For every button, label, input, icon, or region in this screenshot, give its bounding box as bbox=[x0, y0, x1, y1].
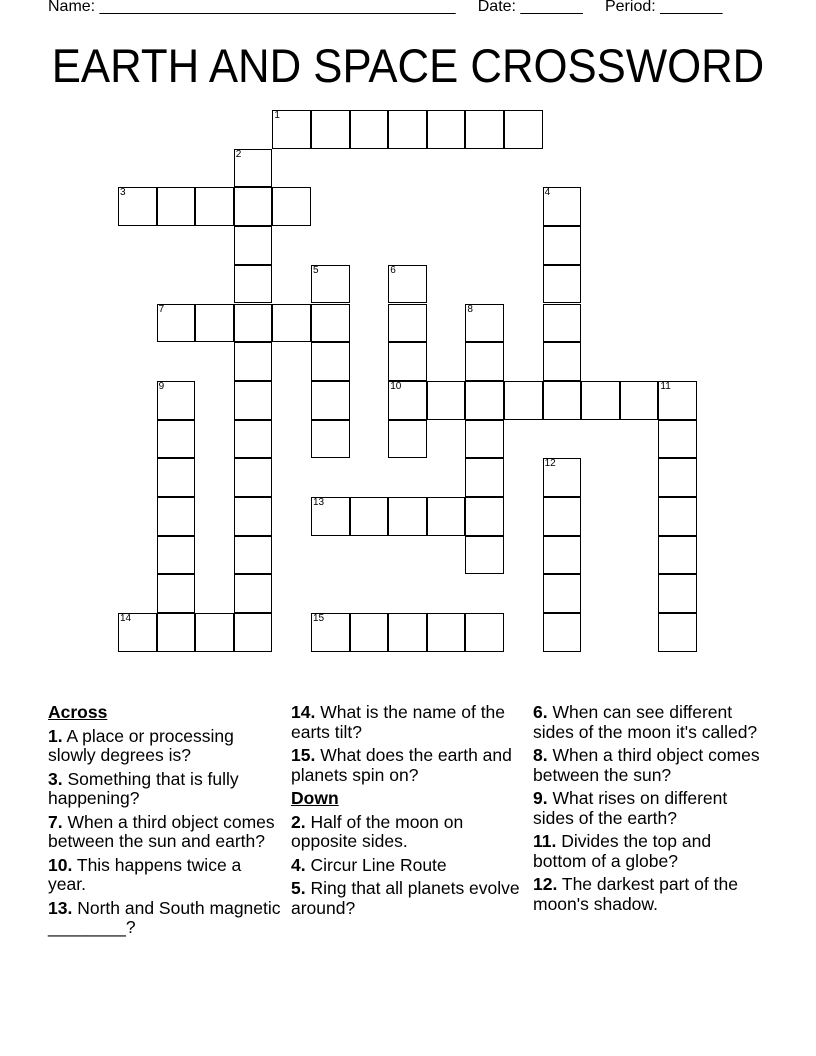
grid-cell[interactable] bbox=[658, 536, 697, 575]
clues-column-2 bbox=[291, 703, 527, 922]
grid-cell[interactable] bbox=[388, 420, 427, 459]
grid-cell[interactable] bbox=[388, 304, 427, 343]
clue-number: 3. bbox=[48, 768, 63, 789]
down-heading: Down bbox=[291, 788, 339, 808]
grid-cell[interactable] bbox=[543, 226, 582, 265]
date-field[interactable]: _______ bbox=[520, 0, 583, 15]
name-field[interactable]: ________________________________________ bbox=[99, 0, 456, 15]
grid-cell[interactable] bbox=[234, 187, 273, 226]
clue-number: 11. bbox=[533, 831, 557, 851]
cell-number: 15 bbox=[313, 613, 325, 625]
clue-text: Divides the top and bottom of a globe? bbox=[533, 831, 712, 871]
grid-cell[interactable] bbox=[272, 304, 311, 343]
grid-cell[interactable] bbox=[427, 381, 466, 420]
grid-cell[interactable] bbox=[157, 613, 196, 652]
clue-number: 10. bbox=[48, 854, 73, 875]
grid-cell[interactable] bbox=[543, 497, 582, 536]
grid-cell[interactable] bbox=[427, 110, 466, 149]
grid-cell[interactable] bbox=[388, 381, 427, 420]
grid-cell[interactable] bbox=[157, 458, 196, 497]
down-clue bbox=[533, 703, 769, 742]
grid-cell[interactable] bbox=[465, 613, 504, 652]
grid-cell[interactable] bbox=[311, 265, 350, 304]
grid-cell[interactable] bbox=[543, 536, 582, 575]
clue-text: This happens twice a year. bbox=[48, 854, 242, 894]
clue-number: 1. bbox=[48, 725, 63, 746]
grid-cell[interactable] bbox=[234, 226, 273, 265]
cell-number: 11 bbox=[660, 380, 671, 392]
cell-number: 10 bbox=[390, 380, 402, 392]
clue-text: Ring that all planets evolve around? bbox=[291, 878, 520, 918]
grid-cell[interactable] bbox=[234, 497, 273, 536]
grid-cell[interactable] bbox=[543, 304, 582, 343]
grid-cell[interactable] bbox=[311, 110, 350, 149]
grid-cell[interactable] bbox=[388, 497, 427, 536]
grid-cell[interactable] bbox=[388, 342, 427, 381]
grid-cell[interactable] bbox=[658, 458, 697, 497]
across-clue bbox=[291, 703, 527, 742]
period-field[interactable]: _______ bbox=[660, 0, 723, 15]
grid-cell[interactable] bbox=[543, 458, 582, 497]
grid-cell[interactable] bbox=[157, 187, 196, 226]
grid-cell[interactable] bbox=[234, 420, 273, 459]
clue-number: 15. bbox=[291, 745, 316, 765]
down-clue bbox=[533, 789, 769, 828]
grid-cell[interactable] bbox=[658, 613, 697, 652]
across-clue bbox=[48, 770, 284, 809]
grid-cell[interactable] bbox=[272, 187, 311, 226]
down-clue bbox=[533, 832, 769, 871]
cell-number: 3 bbox=[120, 187, 126, 199]
cell-number: 5 bbox=[313, 264, 319, 276]
date-label: Date: bbox=[477, 0, 516, 15]
across-clue bbox=[48, 727, 284, 766]
grid-cell[interactable] bbox=[388, 265, 427, 304]
cell-number: 12 bbox=[544, 458, 556, 470]
grid-cell[interactable] bbox=[388, 613, 427, 652]
clue-text: The darkest part of the moon's shadow. bbox=[533, 874, 738, 914]
grid-cell[interactable] bbox=[234, 536, 273, 575]
grid-cell[interactable] bbox=[157, 381, 196, 420]
grid-cell[interactable] bbox=[504, 381, 543, 420]
grid-cell[interactable] bbox=[157, 420, 196, 459]
grid-cell[interactable] bbox=[157, 304, 196, 343]
grid-cell[interactable] bbox=[543, 187, 582, 226]
down-clue bbox=[291, 879, 527, 918]
grid-cell[interactable] bbox=[195, 613, 234, 652]
grid-cell[interactable] bbox=[234, 342, 273, 381]
grid-cell[interactable] bbox=[465, 458, 504, 497]
clue-text: What does the earth and planets spin on? bbox=[291, 745, 512, 785]
grid-cell[interactable] bbox=[581, 381, 620, 420]
grid-cell[interactable] bbox=[350, 497, 389, 536]
grid-cell[interactable] bbox=[157, 497, 196, 536]
grid-cell[interactable] bbox=[311, 613, 350, 652]
grid-cell[interactable] bbox=[658, 381, 697, 420]
grid-cell[interactable] bbox=[118, 187, 157, 226]
clue-text: When a third object comes between the sun and earth? bbox=[48, 811, 275, 851]
grid-cell[interactable] bbox=[234, 149, 273, 188]
grid-cell[interactable] bbox=[658, 497, 697, 536]
clue-number: 7. bbox=[48, 811, 63, 832]
grid-cell[interactable] bbox=[504, 110, 543, 149]
clues-column-1 bbox=[48, 703, 284, 942]
grid-cell[interactable] bbox=[157, 536, 196, 575]
clues-column-3 bbox=[533, 703, 769, 918]
cell-number: 8 bbox=[467, 303, 473, 315]
grid-cell[interactable] bbox=[350, 110, 389, 149]
grid-cell[interactable] bbox=[465, 342, 504, 381]
grid-cell[interactable] bbox=[465, 420, 504, 459]
name-label: Name: bbox=[48, 0, 96, 15]
clue-number: 13. bbox=[48, 897, 73, 918]
grid-cell[interactable] bbox=[157, 574, 196, 613]
clue-number: 4. bbox=[291, 854, 306, 875]
clue-text: Circur Line Route bbox=[310, 854, 447, 875]
header-fields bbox=[48, 0, 722, 16]
grid-cell[interactable] bbox=[311, 381, 350, 420]
across-clue bbox=[291, 746, 527, 785]
clue-number: 5. bbox=[291, 878, 306, 898]
across-clue bbox=[48, 899, 284, 938]
grid-cell[interactable] bbox=[543, 381, 582, 420]
down-clue bbox=[533, 875, 769, 914]
grid-cell[interactable] bbox=[543, 613, 582, 652]
grid-cell[interactable] bbox=[427, 613, 466, 652]
grid-cell[interactable] bbox=[234, 458, 273, 497]
cell-number: 13 bbox=[313, 497, 325, 508]
grid-cell[interactable] bbox=[234, 265, 273, 304]
grid-cell[interactable] bbox=[118, 613, 157, 652]
clue-number: 2. bbox=[291, 811, 306, 832]
clue-text: What is the name of the earts tilt? bbox=[291, 702, 506, 742]
grid-cell[interactable] bbox=[311, 304, 350, 343]
grid-cell[interactable] bbox=[658, 420, 697, 459]
grid-cell[interactable] bbox=[195, 304, 234, 343]
grid-cell[interactable] bbox=[311, 497, 350, 536]
cell-number: 9 bbox=[158, 380, 165, 392]
cell-number: 1 bbox=[274, 110, 280, 121]
grid-cell[interactable] bbox=[465, 381, 504, 420]
across-clue bbox=[48, 856, 284, 895]
across-heading: Across bbox=[48, 702, 108, 722]
grid-cell[interactable] bbox=[234, 613, 273, 652]
grid-cell[interactable] bbox=[195, 187, 234, 226]
down-clue bbox=[291, 813, 527, 852]
clue-text: What rises on different sides of the earth? bbox=[533, 788, 728, 828]
grid-cell[interactable] bbox=[311, 420, 350, 459]
grid-cell[interactable] bbox=[234, 574, 273, 613]
grid-cell[interactable] bbox=[658, 574, 697, 613]
grid-cell[interactable] bbox=[234, 304, 273, 343]
grid-cell[interactable] bbox=[234, 381, 273, 420]
cell-number: 7 bbox=[158, 303, 165, 315]
grid-cell[interactable] bbox=[543, 574, 582, 613]
clue-text: North and South magnetic ________? bbox=[48, 897, 281, 937]
clue-number: 8. bbox=[533, 745, 548, 765]
grid-cell[interactable] bbox=[427, 497, 466, 536]
down-clue bbox=[533, 746, 769, 785]
grid-cell[interactable] bbox=[311, 342, 350, 381]
clue-number: 9. bbox=[533, 788, 548, 808]
grid-cell[interactable] bbox=[620, 381, 659, 420]
grid-cell[interactable] bbox=[465, 110, 504, 149]
clue-text: When a third object comes between the sun? bbox=[533, 745, 760, 785]
page-title: EARTH AND SPACE CROSSWORD bbox=[51, 39, 765, 92]
clue-text: Half of the moon on opposite sides. bbox=[291, 811, 464, 851]
grid-cell[interactable] bbox=[543, 342, 582, 381]
clue-text: Something that is fully happening? bbox=[48, 768, 239, 808]
grid-cell[interactable] bbox=[388, 110, 427, 149]
grid-cell[interactable] bbox=[543, 265, 582, 304]
cell-number: 14 bbox=[120, 613, 132, 625]
across-clue bbox=[48, 813, 284, 852]
grid-cell[interactable] bbox=[350, 613, 389, 652]
grid-cell[interactable] bbox=[465, 304, 504, 343]
clue-text: A place or processing slowly degrees is? bbox=[48, 725, 234, 765]
clue-text: When can see different sides of the moon it's called? bbox=[533, 702, 758, 742]
period-label: Period: bbox=[604, 0, 656, 15]
cell-number: 2 bbox=[235, 148, 242, 160]
down-clue bbox=[291, 856, 527, 876]
cell-number: 6 bbox=[390, 264, 396, 276]
grid-cell[interactable] bbox=[465, 536, 504, 575]
cell-number: 4 bbox=[544, 187, 551, 199]
clue-number: 6. bbox=[533, 702, 548, 722]
grid-cell[interactable] bbox=[465, 497, 504, 536]
clue-number: 12. bbox=[533, 874, 558, 894]
clue-number: 14. bbox=[291, 702, 316, 722]
grid-cell[interactable] bbox=[272, 110, 311, 149]
